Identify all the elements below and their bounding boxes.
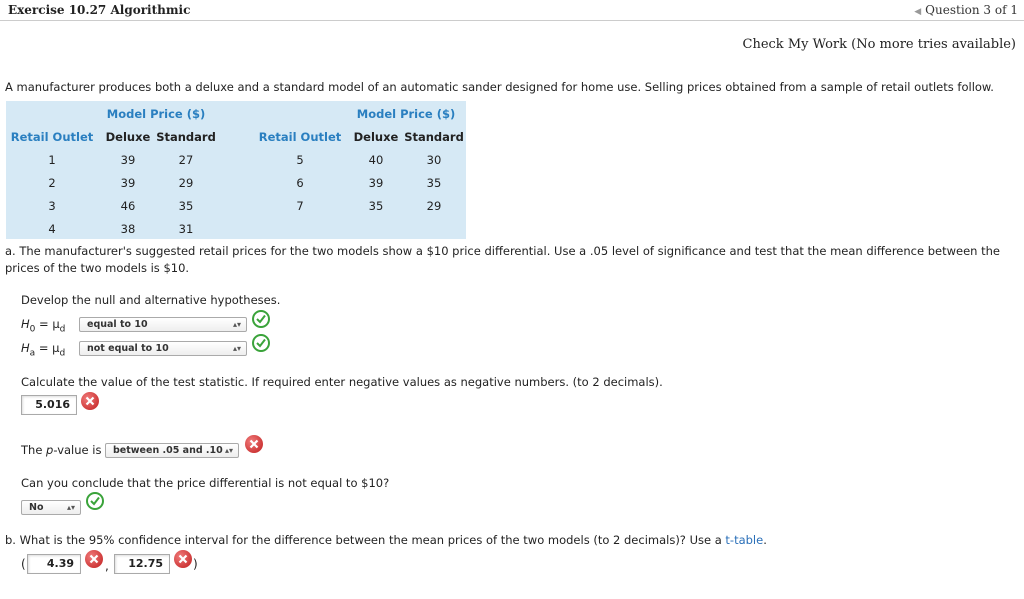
table-cell: 31 [178,222,194,236]
correct-check-icon [252,310,270,328]
hypotheses-prompt: Develop the null and alternative hypotheses. [21,293,281,307]
part-a-question: a. The manufacturer's suggested retail prices for the two models show a $10 price differential. Use a .05 level of significance and test that the mean difference between the prices of the two models is $10. [5,244,1000,275]
check-my-work-link[interactable]: Check My Work (No more tries available) [742,37,1016,52]
h0-label: $H_0 = \mu_d$ [21,317,66,335]
incorrect-x-icon [245,435,263,453]
table-cell: 6 [296,176,304,190]
col-outlet-right: Retail Outlet [258,130,342,144]
table-cell: 39 [368,176,384,190]
table-cell: 27 [178,153,194,167]
table-cell: 39 [120,153,136,167]
col-standard-right: Standard [404,130,464,144]
table-cell: 7 [296,199,304,213]
table-cell: 4 [48,222,56,236]
incorrect-x-icon [85,550,103,568]
table-cell: 35 [178,199,194,213]
table-cell: 46 [120,199,136,213]
table-cell: 1 [48,153,56,167]
ci-lower-input[interactable]: 4.39 [27,554,81,574]
table-cell: 38 [120,222,136,236]
table-cell: 3 [48,199,56,213]
ha-select[interactable]: not equal to 10 ▴▾ [79,341,247,356]
select-arrows-icon: ▴▾ [232,344,241,353]
left-group-header: Model Price ($) [106,107,206,121]
select-arrows-icon: ▴▾ [232,320,241,329]
col-outlet-left: Retail Outlet [10,130,94,144]
table-cell: 39 [120,176,136,190]
exercise-title: Exercise 10.27 Algorithmic [8,3,191,17]
question-nav[interactable] [914,3,1018,17]
ha-label: $H_a = \mu_d$ [21,341,66,359]
ci-upper-input[interactable]: 12.75 [114,554,170,574]
col-standard-left: Standard [156,130,216,144]
pvalue-label: The p-value is [21,443,102,457]
right-group-header: Model Price ($) [356,107,456,121]
close-paren: ) [193,557,198,571]
col-deluxe-left: Deluxe [105,130,151,144]
table-cell: 2 [48,176,56,190]
select-arrows-icon: ▴▾ [66,503,75,512]
select-arrows-icon: ▴▾ [224,446,233,455]
table-cell: 35 [426,176,442,190]
comma: , [105,559,109,573]
header-divider [0,20,1024,21]
table-cell: 30 [426,153,442,167]
correct-check-icon [252,334,270,352]
price-table [6,101,466,239]
table-cell: 5 [296,153,304,167]
table-cell: 35 [368,199,384,213]
test-statistic-input[interactable]: 5.016 [21,395,77,415]
conclusion-prompt: Can you conclude that the price differential is not equal to $10? [21,476,390,490]
correct-check-icon [86,492,104,510]
part-b-question: b. What is the 95% confidence interval for the difference between the mean prices of the two models (to 2 decimals)? Use a t-table. [5,533,767,547]
table-cell: 40 [368,153,384,167]
test-statistic-prompt: Calculate the value of the test statistic. If required enter negative values as negative numbers. (to 2 decimals). [21,375,663,389]
h0-select[interactable]: equal to 10 ▴▾ [79,317,247,332]
open-paren: ( [21,557,26,571]
problem-intro: A manufacturer produces both a deluxe and a standard model of an automatic sander designed for home use. Selling prices obtained from a sample of retail outlets follow. [5,80,994,94]
incorrect-x-icon [81,392,99,410]
table-cell: 29 [178,176,194,190]
prev-arrow-icon[interactable]: ◀ [914,7,922,17]
pvalue-select[interactable]: between .05 and .10 ▴▾ [105,443,239,458]
question-nav-label: Question 3 of 1 [925,3,1018,17]
col-deluxe-right: Deluxe [353,130,399,144]
incorrect-x-icon [174,550,192,568]
t-table-link[interactable]: t-table [725,533,764,547]
table-cell: 29 [426,199,442,213]
conclusion-select[interactable]: No ▴▾ [21,500,81,515]
